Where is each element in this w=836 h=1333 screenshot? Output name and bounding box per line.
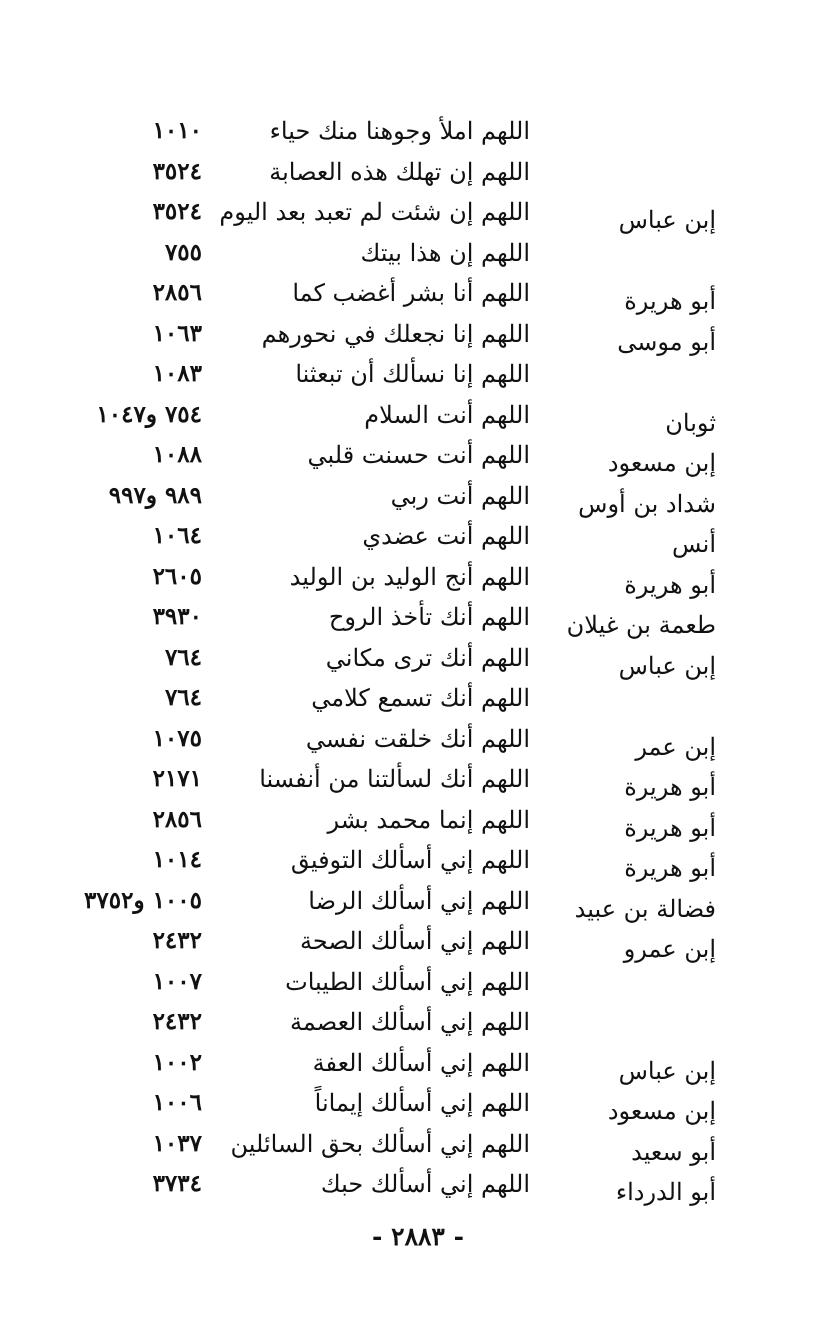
index-row: [0, 354, 836, 394]
narrator-name: أبو موسى: [617, 327, 716, 356]
reference-number: ٣٩٣٠: [152, 603, 202, 630]
reference-number: ٢١٧١: [152, 765, 202, 792]
reference-number: ١٠٨٣: [152, 360, 202, 387]
dua-text: اللهم إني أسألك الطيبات: [285, 967, 530, 996]
dua-text: اللهم إن تهلك هذه العصابة: [269, 157, 530, 186]
dua-text: اللهم أنا بشر أغضب كما: [292, 279, 530, 307]
narrator-name: أبو هريرة: [624, 854, 716, 882]
index-row: [0, 1124, 836, 1164]
index-row: [0, 516, 836, 556]
reference-number: ١٠٠٦: [152, 1089, 202, 1116]
index-row: [0, 395, 836, 435]
reference-number: ٢٤٣٢: [152, 927, 202, 954]
index-row: [0, 840, 836, 880]
index-row: [0, 557, 836, 597]
dua-text: اللهم أنج الوليد بن الوليد: [289, 562, 530, 591]
index-row: [0, 1164, 836, 1204]
reference-number: ١٠١٤: [152, 846, 202, 873]
dua-text: اللهم إنما محمد بشر: [327, 805, 530, 834]
index-row: [0, 152, 836, 192]
narrator-name: إبن مسعود: [607, 449, 716, 477]
reference-number: ٢٤٣٢: [152, 1008, 202, 1035]
index-row: [0, 719, 836, 759]
reference-number: ١٠١٠: [152, 117, 202, 144]
dua-text: اللهم إني أسألك التوفيق: [290, 846, 530, 874]
dua-text: اللهم أنت حسنت قلبي: [307, 441, 530, 469]
index-row: [0, 314, 836, 354]
index-row: [0, 233, 836, 273]
reference-number: ١٠٦٣: [152, 319, 202, 347]
narrator-name: طعمة بن غيلان: [566, 611, 716, 639]
dua-text: اللهم أنت عضدي: [362, 522, 530, 550]
narrator-name: أبو هريرة: [624, 773, 716, 801]
index-row: [0, 597, 836, 637]
narrator-name: فضالة بن عبيد: [574, 894, 716, 923]
narrator-name: شداد بن أوس: [578, 489, 716, 518]
narrator-name: إبن عمرو: [623, 935, 716, 963]
dua-text: اللهم إنا نسألك أن تبعثنا: [295, 360, 530, 388]
index-row: [0, 192, 836, 232]
dua-text: اللهم أنت ربي: [390, 481, 530, 510]
reference-number: ٣٧٣٤: [152, 1170, 202, 1197]
reference-number: ١٠٠٧: [152, 967, 202, 995]
index-row: [0, 678, 836, 718]
narrator-name: أبو الدرداء: [615, 1178, 716, 1206]
dua-text: اللهم أنك تسمع كلامي: [311, 684, 530, 712]
index-row: [0, 1083, 836, 1123]
dua-text: اللهم إني أسألك إيماناً: [314, 1089, 530, 1117]
index-row: [0, 435, 836, 475]
index-row: [0, 111, 836, 151]
narrator-name: إبن مسعود: [607, 1097, 716, 1125]
reference-number: ٢٨٥٦: [152, 805, 202, 833]
narrator-name: إبن عمر: [635, 732, 716, 761]
reference-number: ٢٦٠٥: [152, 562, 202, 590]
dua-text: اللهم إني أسألك الصحة: [300, 927, 530, 955]
dua-text: اللهم إني أسألك حبك: [320, 1170, 530, 1198]
reference-number: ٣٥٢٤: [152, 198, 202, 225]
index-row: [0, 962, 836, 1002]
narrator-name: أبو هريرة: [624, 287, 716, 315]
index-row: [0, 921, 836, 961]
reference-number: ١٠٨٨: [152, 441, 202, 468]
dua-text: اللهم أنك لسألتنا من أنفسنا: [259, 765, 530, 793]
reference-number: ١٠٧٥: [152, 724, 202, 752]
page-number: - ٢٨٨٣ -: [372, 1222, 464, 1251]
narrator-name: إبن عباس: [618, 651, 716, 680]
reference-number: ٣٥٢٤: [152, 157, 202, 185]
dua-text: اللهم أنك ترى مكاني: [325, 643, 530, 672]
dua-text: اللهم إني أسألك بحق السائلين: [230, 1129, 530, 1158]
reference-number: ١٠٦٤: [152, 522, 202, 549]
dua-text: اللهم املأ وجوهنا منك حياء: [269, 117, 530, 145]
index-row: [0, 638, 836, 678]
index-row: [0, 881, 836, 921]
index-row: [0, 800, 836, 840]
reference-number: ١٠٠٥ و٣٧٥٢: [84, 886, 202, 914]
narrator-name: أبو سعيد: [631, 1137, 716, 1166]
index-row: [0, 759, 836, 799]
dua-text: اللهم إن شئت لم تعبد بعد اليوم: [219, 198, 530, 226]
dua-text: اللهم أنك خلقت نفسي: [305, 724, 530, 753]
narrator-name: إبن عباس: [618, 1056, 716, 1085]
reference-number: ١٠٣٧: [152, 1129, 202, 1157]
dua-text: اللهم أنت السلام: [364, 400, 530, 429]
reference-number: ١٠٠٢: [152, 1048, 202, 1076]
dua-text: اللهم إني أسألك العصمة: [290, 1008, 530, 1036]
index-row: [0, 476, 836, 516]
reference-number: ٧٦٤: [164, 643, 202, 671]
index-row: [0, 273, 836, 313]
narrator-name: أبو هريرة: [624, 813, 716, 842]
index-row: [0, 1002, 836, 1042]
reference-number: ٧٦٤: [164, 684, 202, 711]
reference-number: ٩٨٩ و٩٩٧: [108, 481, 202, 509]
reference-number: ٧٥٤ و١٠٤٧: [96, 400, 202, 428]
narrator-name: ثوبان: [665, 408, 716, 437]
dua-text: اللهم أنك تأخذ الروح: [328, 603, 530, 631]
index-row: [0, 1043, 836, 1083]
reference-number: ٧٥٥: [164, 238, 202, 266]
narrator-name: أبو هريرة: [624, 570, 716, 599]
dua-text: اللهم إن هذا بيتك: [360, 238, 530, 267]
narrator-name: إبن عباس: [618, 206, 716, 234]
narrator-name: أنس: [672, 530, 716, 558]
dua-text: اللهم إني أسألك الرضا: [308, 886, 530, 915]
dua-text: اللهم إني أسألك العفة: [312, 1048, 530, 1077]
dua-text: اللهم إنا نجعلك في نحورهم: [261, 319, 530, 348]
reference-number: ٢٨٥٦: [152, 279, 202, 306]
